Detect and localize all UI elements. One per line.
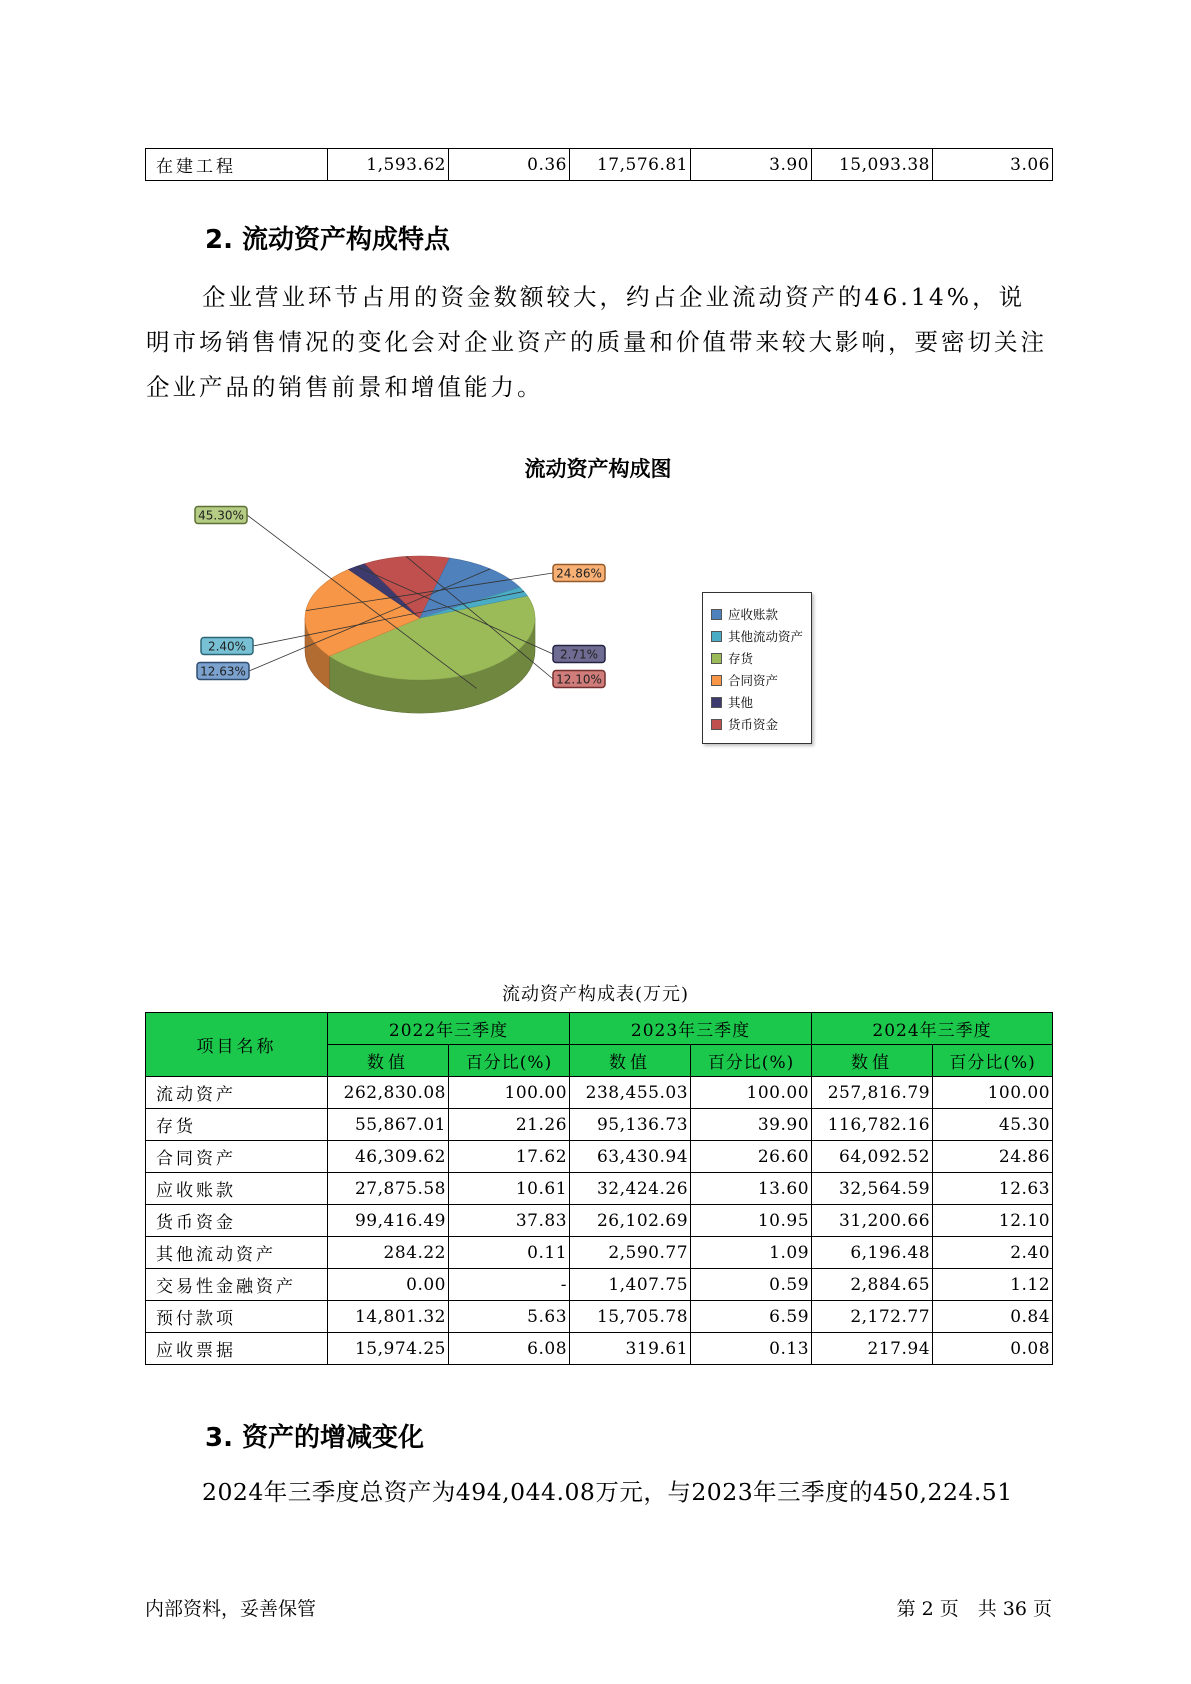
cell-item: 在建工程: [146, 149, 328, 181]
legend-label: 存货: [728, 651, 754, 666]
data-label: 12.10%: [556, 672, 602, 687]
legend-item: [711, 694, 753, 710]
header-period: 2022年三季度: [328, 1013, 570, 1045]
cell-value: 32,564.59: [812, 1173, 933, 1205]
cell-value: 2,172.77: [812, 1301, 933, 1333]
cell-value: 12.10: [933, 1205, 1053, 1237]
cell-value: 45.30: [933, 1109, 1053, 1141]
header-percent: 百分比(%): [691, 1045, 812, 1077]
cell-value: 284.22: [328, 1237, 449, 1269]
header-value: 数值: [812, 1045, 933, 1077]
cell-item: 应收票据: [146, 1333, 328, 1365]
cell-value: 10.61: [449, 1173, 570, 1205]
cell-value: 55,867.01: [328, 1109, 449, 1141]
table-body: [146, 1077, 1053, 1365]
cell-value: 100.00: [933, 1077, 1053, 1109]
cell-value: 12.63: [933, 1173, 1053, 1205]
legend-item: [711, 606, 778, 622]
cell-value: 262,830.08: [328, 1077, 449, 1109]
cell-value: 24.86: [933, 1141, 1053, 1173]
cell-item: 其他流动资产: [146, 1237, 328, 1269]
cell-item: 货币资金: [146, 1205, 328, 1237]
legend-item: [711, 716, 778, 732]
data-label: 45.30%: [198, 508, 244, 523]
cell-value: 0.11: [449, 1237, 570, 1269]
cell-value: 0.84: [933, 1301, 1053, 1333]
data-label: 2.40%: [207, 639, 247, 654]
legend-swatch: [711, 631, 722, 642]
cell-value: 46,309.62: [328, 1141, 449, 1173]
table-row: [146, 1205, 1053, 1237]
footer-left: 内部资料，妥善保管: [145, 1598, 317, 1620]
cell-value: 21.26: [449, 1109, 570, 1141]
cell-value: 238,455.03: [570, 1077, 691, 1109]
legend-label: 其他: [728, 695, 754, 710]
cell-value: 95,136.73: [570, 1109, 691, 1141]
header-percent: 百分比(%): [449, 1045, 570, 1077]
legend-label: 应收账款: [728, 607, 779, 622]
legend-item: [711, 650, 753, 666]
cell-value: 0.00: [328, 1269, 449, 1301]
cell-value: 13.60: [691, 1173, 812, 1205]
cell-value: 63,430.94: [570, 1141, 691, 1173]
legend-item: [711, 672, 778, 688]
table-row: [146, 1333, 1053, 1365]
cell-value: 2.40: [933, 1237, 1053, 1269]
cell-value: 15,974.25: [328, 1333, 449, 1365]
cell-value: 6.08: [449, 1333, 570, 1365]
header-period: 2023年三季度: [570, 1013, 812, 1045]
data-label: 24.86%: [556, 566, 602, 581]
table-row: [146, 1077, 1053, 1109]
cell-value: 32,424.26: [570, 1173, 691, 1205]
cell-value: 14,801.32: [328, 1301, 449, 1333]
cell-value: 15,705.78: [570, 1301, 691, 1333]
header-item-name: 项目名称: [146, 1013, 328, 1077]
chart-title: 流动资产构成图: [524, 457, 672, 481]
cell-value: 257,816.79: [812, 1077, 933, 1109]
cell-value: 39.90: [691, 1109, 812, 1141]
cell-value: 0.13: [691, 1333, 812, 1365]
cell-value: 17.62: [449, 1141, 570, 1173]
cell-value: 99,416.49: [328, 1205, 449, 1237]
legend-label: 其他流动资产: [728, 629, 804, 644]
table-row: [146, 1237, 1053, 1269]
cell-value: -: [449, 1269, 570, 1301]
cell-value: 5.63: [449, 1301, 570, 1333]
cell-value: 3.90: [691, 149, 812, 181]
legend-swatch: [711, 697, 722, 708]
legend-swatch: [711, 719, 722, 730]
chart-legend: [702, 592, 812, 744]
header-period: 2024年三季度: [812, 1013, 1053, 1045]
cell-value: 0.08: [933, 1333, 1053, 1365]
cell-value: 10.95: [691, 1205, 812, 1237]
legend-swatch: [711, 653, 722, 664]
cell-value: 319.61: [570, 1333, 691, 1365]
cell-value: 64,092.52: [812, 1141, 933, 1173]
cell-value: 3.06: [933, 149, 1053, 181]
cell-value: 26.60: [691, 1141, 812, 1173]
cell-value: 2,590.77: [570, 1237, 691, 1269]
section-heading: 2. 流动资产构成特点: [205, 225, 451, 255]
legend-swatch: [711, 609, 722, 620]
table-row: [146, 1173, 1053, 1205]
cell-item: 合同资产: [146, 1141, 328, 1173]
table-row: [146, 1269, 1053, 1301]
cell-value: 2,884.65: [812, 1269, 933, 1301]
cell-item: 流动资产: [146, 1077, 328, 1109]
cell-value: 1,593.62: [328, 149, 449, 181]
table-caption: 流动资产构成表(万元): [501, 984, 690, 1005]
cell-value: 100.00: [449, 1077, 570, 1109]
table-row: [146, 1109, 1053, 1141]
legend-label: 合同资产: [728, 673, 779, 688]
header-value: 数值: [328, 1045, 449, 1077]
cell-value: 1.09: [691, 1237, 812, 1269]
section-paragraph: 企业营业环节占用的资金数额较大，约占企业流动资产的46.14%，说明市场销售情况的变化会对企业资产的质量和价值带来较大影响，要密切关注企业产品的销售前景和增值能力。: [146, 283, 1047, 401]
legend-label: 货币资金: [728, 717, 779, 732]
cell-value: 31,200.66: [812, 1205, 933, 1237]
cell-value: 26,102.69: [570, 1205, 691, 1237]
current-assets-table: [145, 1012, 1053, 1365]
table-header-row: [146, 1013, 1053, 1045]
cell-value: 1,407.75: [570, 1269, 691, 1301]
legend-item: [711, 628, 803, 644]
cell-item: 预付款项: [146, 1301, 328, 1333]
pie-top: [305, 556, 535, 680]
table-row: [146, 1301, 1053, 1333]
cell-value: 17,576.81: [570, 149, 691, 181]
section-paragraph: 2024年三季度总资产为494,044.08万元，与2023年三季度的450,224.51: [202, 1478, 1013, 1506]
footer-page-number: 第 2 页 共 36 页: [896, 1598, 1052, 1620]
cell-value: 37.83: [449, 1205, 570, 1237]
pie-chart: [0, 0, 1191, 800]
legend-swatch: [711, 675, 722, 686]
header-percent: 百分比(%): [933, 1045, 1053, 1077]
data-label: 2.71%: [559, 647, 599, 662]
table-row: [146, 1141, 1053, 1173]
header-value: 数值: [570, 1045, 691, 1077]
cell-value: 116,782.16: [812, 1109, 933, 1141]
cell-value: 6.59: [691, 1301, 812, 1333]
section-heading: 3. 资产的增减变化: [205, 1423, 425, 1453]
cell-value: 6,196.48: [812, 1237, 933, 1269]
cell-value: 27,875.58: [328, 1173, 449, 1205]
cell-value: 0.36: [449, 149, 570, 181]
cell-item: 存货: [146, 1109, 328, 1141]
cell-value: 217.94: [812, 1333, 933, 1365]
cell-value: 0.59: [691, 1269, 812, 1301]
cell-item: 应收账款: [146, 1173, 328, 1205]
cell-item: 交易性金融资产: [146, 1269, 328, 1301]
cell-value: 100.00: [691, 1077, 812, 1109]
data-label: 12.63%: [200, 664, 246, 679]
cell-value: 15,093.38: [812, 149, 933, 181]
cell-value: 1.12: [933, 1269, 1053, 1301]
